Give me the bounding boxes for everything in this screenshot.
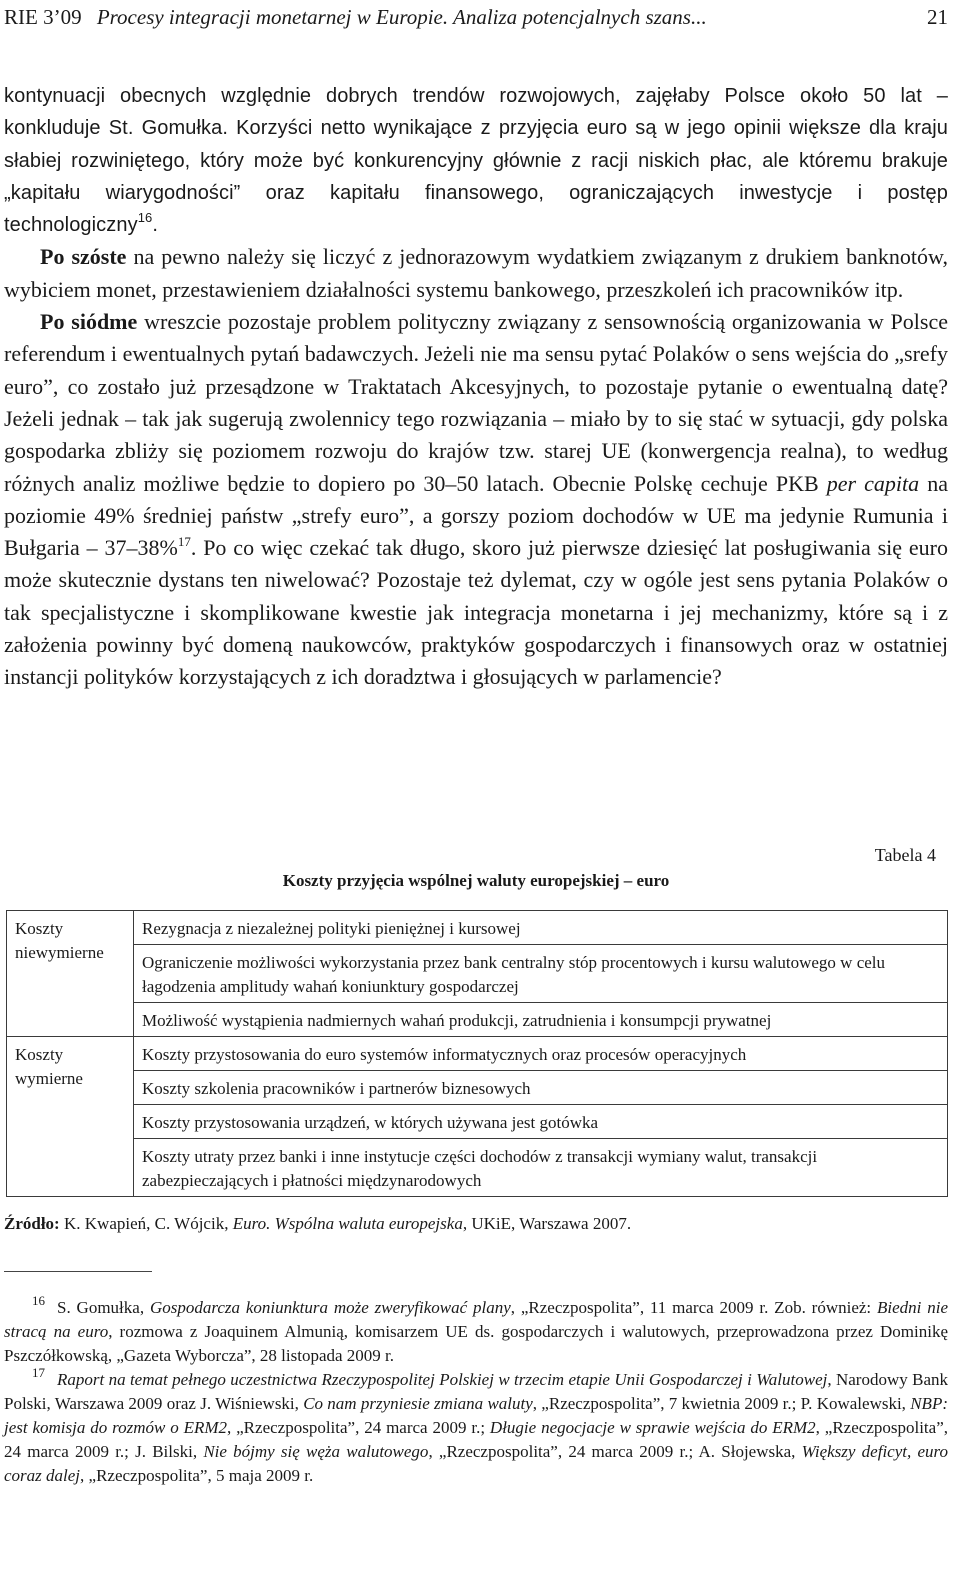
footnote-text: , „Rzeczpospolita”, 24 marca 2009 r.; <box>227 1418 490 1437</box>
footnote-text: , „Rzeczpospolita”, 7 kwietnia 2009 r.; P. Kowalewski, <box>532 1394 911 1413</box>
table-row <box>7 1105 948 1139</box>
table-label: Tabela 4 <box>874 845 936 865</box>
running-title: Procesy integracji monetarnej w Europie. Analiza potencjalnych szans... <box>96 5 707 29</box>
table-row <box>7 1037 948 1071</box>
costs-table <box>6 910 948 1197</box>
footnote-text: , rozmowa z Joaquinem Almunią, komisarzem UE ds. gospodarczych i walutowych, przeprowadzona przez Dominikę Pszczółkowską, „Gazeta Wyborcza”, 28 listopada 2009 r. <box>4 1322 948 1365</box>
footnote-16 <box>4 1293 948 1368</box>
footnotes <box>4 1293 948 1488</box>
table-row <box>7 911 948 945</box>
source-authors: K. Kwapień, C. Wójcik, <box>59 1214 233 1233</box>
table-cell: Rezygnacja z niezależnej polityki pieniężnej i kursowej <box>134 911 948 945</box>
footnote-italic: Gospodarcza koniunktura może zweryfikować plany <box>149 1298 511 1317</box>
table-source <box>4 1214 631 1234</box>
table-row <box>7 1071 948 1105</box>
paragraph-3-text-c: . Po co więc czekać tak długo, skoro już pierwsze dziesięć lat posługiwania się euro może skutecznie dystans ten niwelować? Pozostaje też dylemat, czy w ogóle jest sens pytania Polaków o tak specjalistyczne i skomplikowane kwestie jak integracja monetarna i jej mechanizmy, które są i z założenia powinny być domeną naukowców, praktyków gospodarczych i finansowych oraz w ostatniej instancji polityków korzystających z ich doradztwa i głosujących w parlamencie? <box>4 535 948 690</box>
running-head <box>4 2 948 32</box>
table-cell: Ograniczenie możliwości wykorzystania przez bank centralny stóp procentowych i kursu walutowego w celu łagodzenia amplitudy wahań koniunktury gospodarczej <box>134 945 948 1003</box>
footnote-italic: Większy deficyt, euro coraz dalej <box>4 1442 948 1485</box>
table-row <box>7 1003 948 1037</box>
category-cell: Koszty niewymierne <box>7 911 134 1037</box>
table-cell: Możliwość wystąpienia nadmiernych wahań produkcji, zatrudnienia i konsumpcji prywatnej <box>134 1003 948 1037</box>
footnote-italic: Nie bójmy się węża walutowego <box>203 1442 429 1461</box>
footnote-text: , „Rzeczpospolita”, 24 marca 2009 r.; J. Bilski, <box>4 1418 948 1461</box>
paragraph-2-lead: Po szóste <box>40 244 127 270</box>
paragraph-3-italic: per capita <box>826 470 920 496</box>
footnote-italic: Biedni nie stracą na euro <box>4 1298 948 1341</box>
table-cell: Koszty utraty przez banki i inne instytucje części dochodów z transakcji wymiany walut, transakcji zabezpieczających i płatności międzynarodowych <box>134 1139 948 1197</box>
footnote-17 <box>4 1365 948 1488</box>
table-cell: Koszty szkolenia pracowników i partnerów biznesowych <box>134 1071 948 1105</box>
footnote-italic: Raport na temat pełnego uczestnictwa Rzeczypospolitej Polskiej w trzecim etapie Unii Gospodarczej i Walutowej <box>57 1370 828 1389</box>
table-cell: Koszty przystosowania urządzeń, w których używana jest gotówka <box>134 1105 948 1139</box>
paragraph-3-lead: Po siódme <box>40 309 138 335</box>
footnote-ref-17[interactable]: 17 <box>177 534 191 550</box>
paragraph-1 <box>4 80 948 241</box>
table-cell: Koszty przystosowania do euro systemów informatycznych oraz procesów operacyjnych <box>134 1037 948 1071</box>
paragraph-1-cont: Korzyści netto wynikające z przyjęcia euro są w jego opinii większe dla kraju słabiej rozwiniętego, który może być konkurencyjny głównie z racji niskich płac, ale któremu brakuje „kapitału wiarygodności” oraz kapitału finansowego, ograniczających inwestycje i postęp technologiczny <box>4 117 949 237</box>
footnote-number: 17 <box>32 1365 45 1380</box>
table-row <box>7 945 948 1003</box>
footnote-text: , „Rzeczpospolita”, 5 maja 2009 r. <box>80 1466 314 1485</box>
category-cell: Koszty wymierne <box>7 1037 134 1197</box>
footnote-ref-16[interactable]: 16 <box>137 210 153 226</box>
paragraph-2 <box>4 241 948 306</box>
footnote-text: , „Rzeczpospolita”, 11 marca 2009 r. Zob. również: <box>510 1298 877 1317</box>
paragraph-3-text-b: na poziomie 49% średniej państw „strefy euro”, a gorszy poziom dochodów w UE ma jedynie Rumunia i Bułgaria – 37–38% <box>4 470 948 561</box>
footnote-italic: Co nam przyniesie zmiana waluty <box>303 1394 533 1413</box>
footnote-italic: NBP: jest komisja do rozmów o ERM2 <box>4 1394 948 1437</box>
footnote-text: S. Gomułka, <box>57 1298 150 1317</box>
body-text <box>4 80 948 694</box>
footnote-text: , „Rzeczpospolita”, 24 marca 2009 r.; A. Słojewska, <box>428 1442 802 1461</box>
footnote-text: , Narodowy Bank Polski, Warszawa 2009 oraz J. Wiśniewski, <box>4 1370 948 1413</box>
footnote-number: 16 <box>32 1293 45 1308</box>
source-rest: , UKiE, Warszawa 2007. <box>462 1214 632 1233</box>
table-row <box>7 1139 948 1197</box>
page-number: 21 <box>927 5 948 29</box>
footnote-divider <box>4 1271 152 1272</box>
table-title: Koszty przyjęcia wspólnej waluty europejskiej – euro <box>282 871 670 890</box>
paragraph-1-end: . <box>152 214 159 237</box>
source-label: Źródło: <box>4 1214 60 1233</box>
paragraph-3 <box>4 306 948 694</box>
paragraph-3-text-a: wreszcie pozostaje problem polityczny związany z sensownością organizowania w Polsce referendum i ewentualnych pytań badawczych. Jeżeli nie ma sensu pytać Polaków o sens wejścia do „srefy euro”, co zostało już przesądzone w Traktatach Akcesyjnych, to pozostaje pytanie o ewentualną datę? Jeżeli jednak – tak jak sugerują zwolennicy tego rozwiązania – miało by to się stać w sytuacji, gdy polska gospodarka zbliży się poziomem rozwoju do krajów tzw. starej UE (konwergencja realna), to według różnych analiz możliwe będzie to dopiero po 30–50 latach. Obecnie Polskę cechuje PKB <box>4 309 948 496</box>
source-title: Euro. Wspólna waluta europejska <box>232 1214 463 1233</box>
paragraph-1-start: kontynuacji obecnych względnie dobrych trendów rozwojowych, zajęłaby Polsce około 50 lat – konkluduje St. Gomułka. <box>4 85 948 140</box>
journal-issue: RIE 3’09 <box>4 5 82 29</box>
footnote-italic: Długie negocjacje w sprawie wejścia do ERM2 <box>489 1418 816 1437</box>
paragraph-2-text: na pewno należy się liczyć z jednorazowym wydatkiem związanym z drukiem banknotów, wybiciem monet, przestawieniem działalności systemu bankowego, przeszkoleń ich pracowników itp. <box>4 244 948 302</box>
